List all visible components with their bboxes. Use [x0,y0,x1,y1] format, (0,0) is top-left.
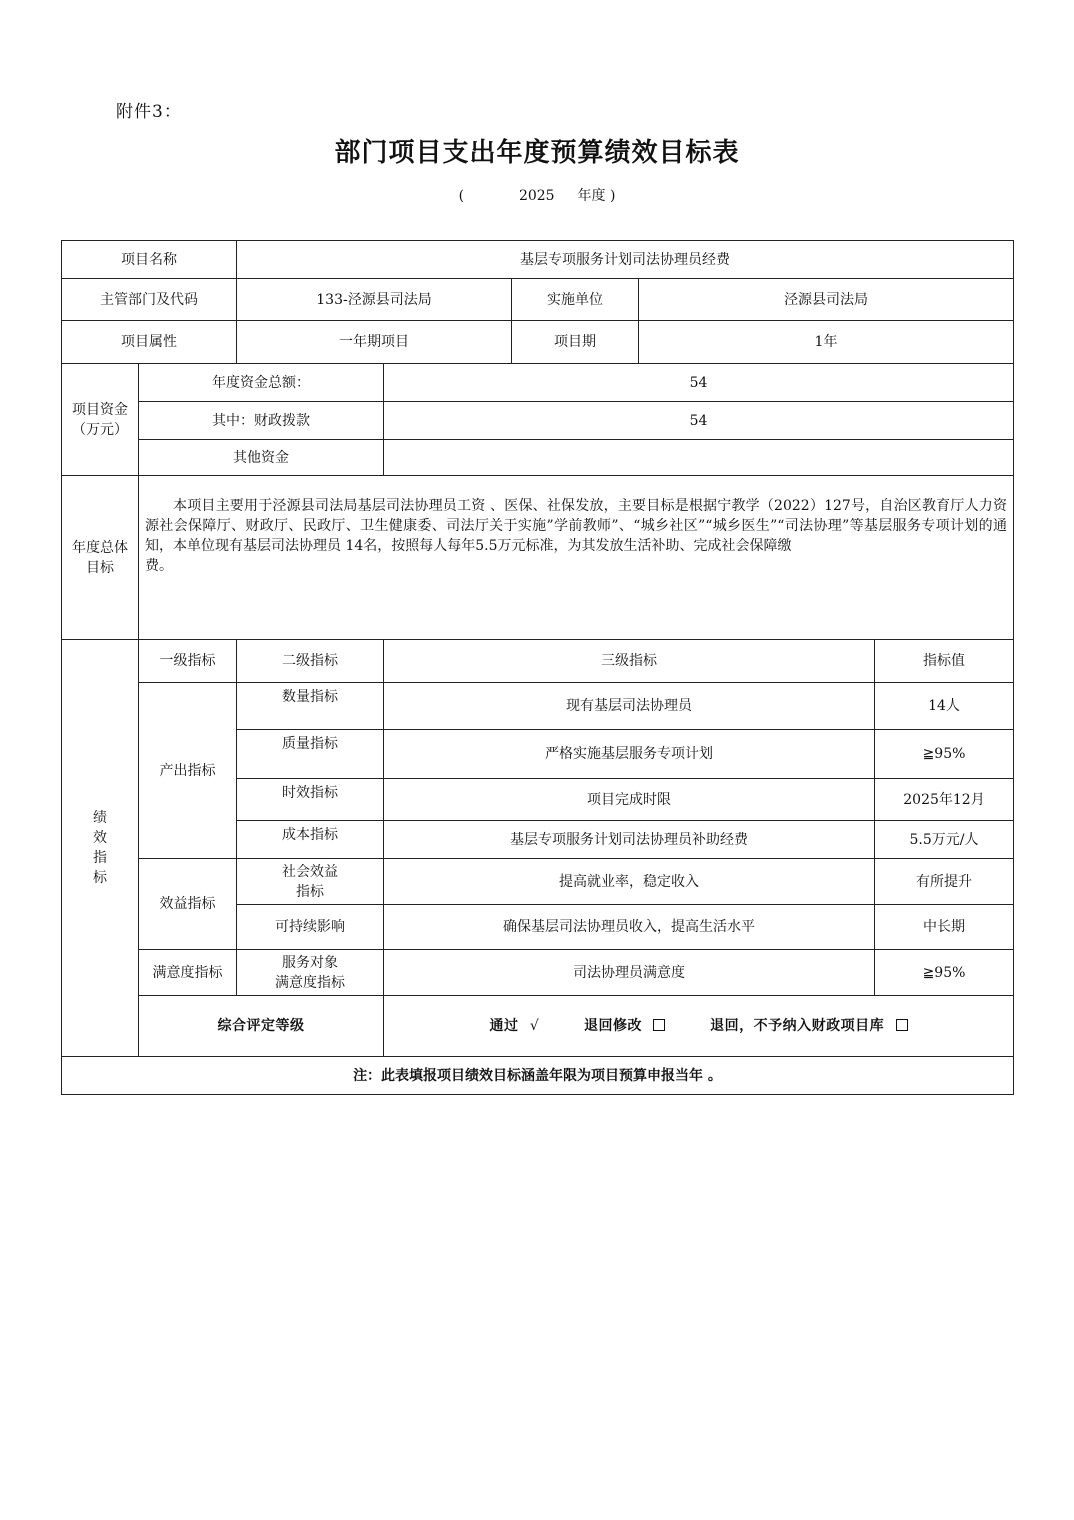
output-indicator-label: 产出指标 [139,683,237,859]
funds-label-line1: 项目资金 [72,401,128,418]
goal-label-line2: 目标 [86,559,114,576]
table-row-level2: 数量指标 [237,683,384,730]
table-row-level3: 司法协理员满意度 [384,950,875,996]
year-open-paren: ( [458,188,465,204]
funds-other-label: 其他资金 [139,440,384,476]
goal-text-cell [139,476,1014,640]
goal-text: 本项目主要用于泾源县司法局基层司法协理员工资 、医保、社保发放，主要目标是根据宁教学（2022）127号，自治区教育厅人力资源社会保障厅、财政厅、民政厅、卫生健康委、司法厅关于实施”学前教师”、“城乡社区”“城乡医生”“司法协理”等基层服务专项计划的通知，本单位现有基层司法协理员 14名，按照每人每年5.5万元标准，为其发放生活补助、完成社会保障缴 [145,498,1007,554]
table-row-level3: 严格实施基层服务专项计划 [384,730,875,779]
table-row-level2 [237,859,384,905]
table-row-value: ≧95% [875,950,1014,996]
header-level1: 一级指标 [139,640,237,683]
year-value: 2025 [518,188,555,204]
checkbox-reject[interactable] [896,1019,908,1031]
option-return-label: 退回修改 [584,1018,643,1034]
table-row-value: ≧95% [875,730,1014,779]
period-cell [512,321,1014,364]
table-row-level2: 时效指标 [237,779,384,821]
level2-line1: 服务对象 [282,954,338,971]
goal-label [62,476,139,640]
goal-label-line1: 年度总体 [72,539,128,556]
table-row-value: 2025年12月 [875,779,1014,821]
table-row-level3: 现有基层司法协理员 [384,683,875,730]
page-title: 部门项目支出年度预算绩效目标表 [334,138,740,168]
table-row-value: 有所提升 [875,859,1014,905]
level2-line2: 指标 [296,883,324,900]
evaluation-options [384,996,1014,1057]
funds-label-line2: （万元） [72,421,128,438]
table-row-level2: 可持续影响 [237,905,384,950]
unit-value: 泾源县司法局 [784,291,868,308]
satisfaction-indicator-label: 满意度指标 [139,950,237,996]
dept-label: 主管部门及代码 [62,279,237,321]
goal-text-last: 费。 [145,558,173,574]
year-line [0,185,1074,205]
period-label: 项目期 [512,321,639,363]
side-char-1: 绩 [93,810,107,826]
performance-target-table [61,240,1014,1095]
header-value: 指标值 [875,640,1014,683]
table-row-level2: 成本指标 [237,821,384,859]
option-pass-label: 通过 [489,1018,519,1034]
funds-fiscal-value: 54 [384,402,1014,440]
header-level3: 三级指标 [384,640,875,683]
funds-fiscal-label: 其中：财政拨款 [139,402,384,440]
funds-label [62,364,139,476]
side-char-3: 指 [93,850,107,866]
table-row-level3: 基层专项服务计划司法协理员补助经费 [384,821,875,859]
attachment-label: 附件3： [116,102,182,122]
project-name-value: 基层专项服务计划司法协理员经费 [237,241,1014,279]
year-unit: 年度 [577,188,606,204]
unit-label: 实施单位 [512,279,639,320]
evaluation-label: 综合评定等级 [139,996,384,1057]
option-reject-label: 退回，不予纳入财政项目库 [710,1018,885,1034]
side-char-2: 效 [93,830,107,846]
funds-other-value [384,440,1014,476]
table-row-value: 14人 [875,683,1014,730]
funds-total-value: 54 [384,364,1014,402]
benefit-indicator-label: 效益指标 [139,859,237,950]
table-row-value: 中长期 [875,905,1014,950]
side-char-4: 标 [93,870,107,886]
dept-value: 133-泾源县司法局 [237,279,512,321]
check-icon[interactable]: √ [529,1018,540,1034]
table-row-level3: 确保基层司法协理员收入，提高生活水平 [384,905,875,950]
attr-value: 一年期项目 [237,321,512,364]
year-close-paren: ) [609,188,616,204]
level2-line1: 社会效益 [282,863,338,880]
funds-total-label: 年度资金总额： [139,364,384,402]
table-row-level3: 提高就业率，稳定收入 [384,859,875,905]
attr-label: 项目属性 [62,321,237,364]
table-row-level3: 项目完成时限 [384,779,875,821]
indicators-side-label [62,640,139,1057]
checkbox-return[interactable] [653,1019,665,1031]
unit-cell [512,279,1014,321]
table-row-level2 [237,950,384,996]
header-level2: 二级指标 [237,640,384,683]
table-row-level2: 质量指标 [237,730,384,779]
table-row-value: 5.5万元/人 [875,821,1014,859]
table-note: 注：此表填报项目绩效目标涵盖年限为项目预算申报当年 。 [62,1057,1014,1095]
level2-line2: 满意度指标 [275,974,345,991]
period-value: 1年 [814,334,838,350]
project-name-label: 项目名称 [62,241,237,279]
